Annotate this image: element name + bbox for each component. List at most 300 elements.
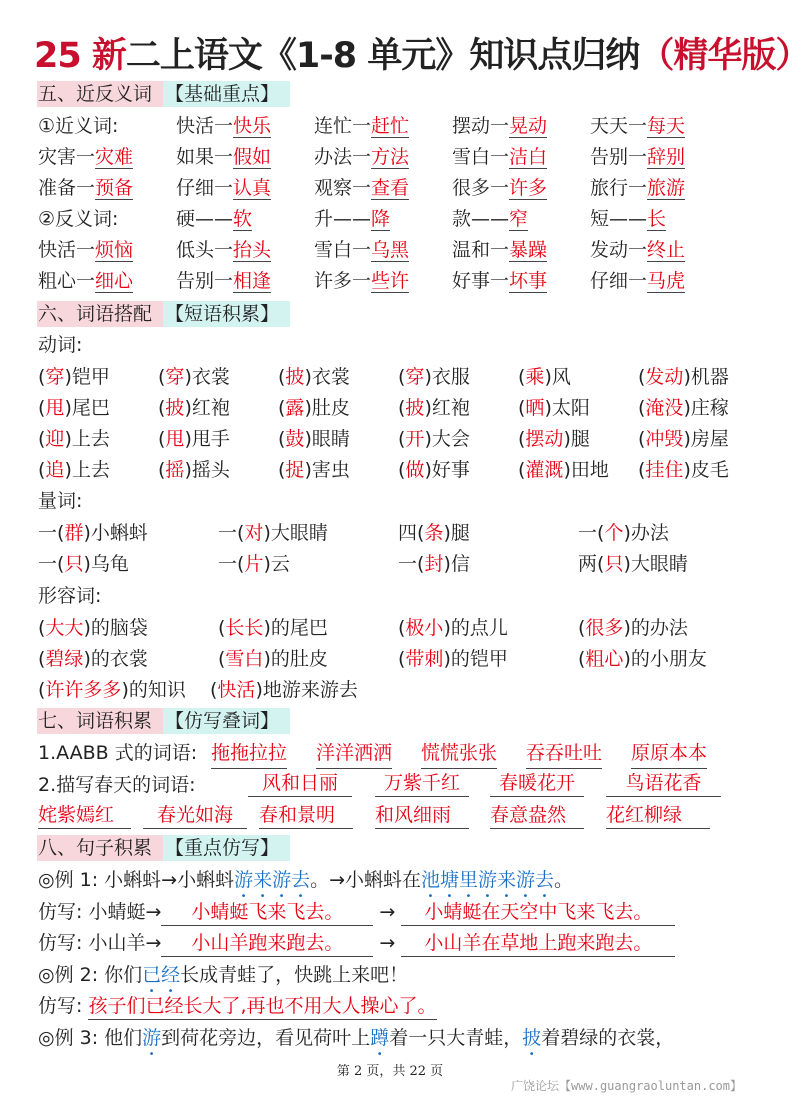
measure-phrase xyxy=(578,518,669,548)
sentence xyxy=(38,928,675,958)
section-header-5 xyxy=(37,81,290,107)
number: 一 xyxy=(38,522,58,544)
key-word: 已经 xyxy=(142,963,181,986)
word-answer: 赶忙 xyxy=(371,115,410,137)
paren-close: ) xyxy=(304,366,312,388)
sentence-text: ◎例 1: 小蝌蚪→小蝌蚪 xyxy=(38,869,235,891)
word-answer: 查看 xyxy=(371,177,410,199)
collocation xyxy=(398,455,470,485)
key-word: 游 xyxy=(142,1026,162,1049)
collocation-text: 红袍 xyxy=(191,397,230,419)
paren-open: ( xyxy=(278,459,286,481)
spring-word: 春意盎然 xyxy=(490,802,584,829)
word-answer: 烦恼 xyxy=(95,239,134,261)
answer: 迎 xyxy=(45,428,65,450)
noun: 云 xyxy=(270,553,290,575)
word-answer: 每天 xyxy=(647,115,686,137)
collocation xyxy=(278,424,350,454)
paren-close: ) xyxy=(683,397,691,419)
word-base: 快活一 xyxy=(176,115,234,137)
collocation xyxy=(278,455,350,485)
word-pair xyxy=(314,266,409,296)
word-pair xyxy=(38,235,133,265)
word-answer: 晃动 xyxy=(509,115,548,137)
title-prefix: 25 新 xyxy=(34,36,126,76)
adjective-phrase xyxy=(38,675,186,705)
paren-open: ( xyxy=(518,459,526,481)
imitation-answer: 小蜻蜓在天空中飞来飞去。 xyxy=(401,899,675,926)
sentence-text: 到荷花旁边，看见荷叶上 xyxy=(161,1026,371,1049)
answer: 乘 xyxy=(525,366,545,388)
imitation-answer: 小蜻蜓飞来飞去。 xyxy=(161,899,373,926)
sentence-text: ◎例 2: 你们 xyxy=(38,963,143,986)
aabb-label: 1.AABB 式的词语: xyxy=(38,742,198,764)
paren-open: ( xyxy=(278,428,286,450)
paren-open: ( xyxy=(578,648,586,670)
paren-open: ( xyxy=(518,366,526,388)
paren-close: ) xyxy=(443,648,451,670)
sentence-text: 。 xyxy=(554,869,574,891)
answer: 封 xyxy=(424,553,444,575)
word-base: 摆动一 xyxy=(452,115,510,137)
word-answer: 灾难 xyxy=(95,146,134,168)
noun: 的小朋友 xyxy=(630,648,707,670)
section-title: 八、句子积累 xyxy=(37,835,163,861)
paren-close: ) xyxy=(184,397,192,419)
collocation-text: 房屋 xyxy=(690,428,729,450)
paren-open: ( xyxy=(38,397,46,419)
key-word: 蹲 xyxy=(370,1026,390,1049)
answer: 露 xyxy=(285,397,305,419)
answer: 穿 xyxy=(405,366,425,388)
answer: 灌溉 xyxy=(525,459,564,481)
collocation-text: 眼睛 xyxy=(311,428,350,450)
number: 一 xyxy=(578,522,598,544)
number: 一 xyxy=(218,553,238,575)
answer: 群 xyxy=(64,522,84,544)
noun: 的尾巴 xyxy=(270,617,328,639)
answer: 开 xyxy=(405,428,425,450)
word-base: 准备一 xyxy=(38,177,96,199)
paren-close: ) xyxy=(64,428,72,450)
word-answer: 些许 xyxy=(371,270,410,292)
aabb-word: 拖拖拉拉 xyxy=(211,738,287,769)
word-answer: 细心 xyxy=(95,270,134,292)
word-answer: 预备 xyxy=(95,177,134,199)
noun: 大眼睛 xyxy=(270,522,328,544)
paren-open: ( xyxy=(237,522,245,544)
paren-open: ( xyxy=(638,459,646,481)
collocation xyxy=(638,362,729,392)
word-pair xyxy=(38,142,133,172)
paren-close: ) xyxy=(121,679,129,701)
sentence-text: 仿写: 小蜻蜓→ xyxy=(38,900,162,923)
word-answer: 假如 xyxy=(233,146,272,168)
word-base: 款—— xyxy=(452,208,510,230)
word-base: 告别一 xyxy=(176,270,234,292)
word-base: 仔细一 xyxy=(176,177,234,199)
word-answer: 快乐 xyxy=(233,115,272,137)
collocation xyxy=(398,393,470,423)
section-title: 六、词语搭配 xyxy=(37,301,163,327)
word-answer: 认真 xyxy=(233,177,272,199)
collocation xyxy=(638,424,729,454)
adjective-phrase xyxy=(218,613,328,643)
word-base: 升—— xyxy=(314,208,372,230)
collocation-text: 上去 xyxy=(71,459,110,481)
word-pair xyxy=(314,204,390,234)
adjective-phrase xyxy=(578,613,688,643)
paren-open: ( xyxy=(57,522,65,544)
noun: 地游来游去 xyxy=(262,679,358,701)
answer: 披 xyxy=(405,397,425,419)
word-answer: 软 xyxy=(233,208,253,230)
word-pair xyxy=(38,204,118,234)
imitation-answer: 孩子们已经长大了,再也不用大人操心了。 xyxy=(88,993,436,1020)
word-answer: 窄 xyxy=(509,208,529,230)
page-number: 第 2 页，共 22 页 xyxy=(336,1064,444,1079)
answer: 碧绿 xyxy=(45,648,84,670)
answer: 鼓 xyxy=(285,428,305,450)
noun: 的点儿 xyxy=(450,617,508,639)
word-base: 快活一 xyxy=(38,239,96,261)
paren-close: ) xyxy=(263,553,271,575)
answer: 摆动 xyxy=(525,428,564,450)
answer: 捉 xyxy=(285,459,305,481)
answer: 条 xyxy=(424,522,444,544)
paren-close: ) xyxy=(623,617,631,639)
word-base: 旅行一 xyxy=(590,177,648,199)
collocation-text: 红袍 xyxy=(431,397,470,419)
word-pair xyxy=(452,266,547,296)
paren-open: ( xyxy=(158,397,166,419)
noun: 小蝌蚪 xyxy=(90,522,148,544)
collocation xyxy=(398,424,470,454)
word-pair xyxy=(590,173,685,203)
word-base: 灾害一 xyxy=(38,146,96,168)
answer: 粗心 xyxy=(585,648,624,670)
collocation-text: 太阳 xyxy=(551,397,590,419)
word-answer: 暴躁 xyxy=(509,239,548,261)
paren-open: ( xyxy=(398,366,406,388)
paren-close: ) xyxy=(83,617,91,639)
spring-word: 春光如海 xyxy=(143,802,247,829)
paren-close: ) xyxy=(443,522,451,544)
sentence-text: ◎例 3: 他们 xyxy=(38,1026,143,1049)
word-answer: 洁白 xyxy=(509,146,548,168)
word-base: 雪白一 xyxy=(452,146,510,168)
collocation-text: 风 xyxy=(551,366,571,388)
paren-open: ( xyxy=(518,397,526,419)
paren-close: ) xyxy=(64,366,72,388)
paren-close: ) xyxy=(83,553,91,575)
word-base: 好事一 xyxy=(452,270,510,292)
section-tag: 【短语积累】 xyxy=(163,301,290,327)
word-answer: 旅游 xyxy=(647,177,686,199)
paren-open: ( xyxy=(398,459,406,481)
collocation-text: 铠甲 xyxy=(71,366,110,388)
paren-open: ( xyxy=(638,397,646,419)
paren-close: ) xyxy=(263,617,271,639)
measure-phrase xyxy=(38,549,129,579)
number: 一 xyxy=(398,553,418,575)
sentence xyxy=(38,897,675,927)
paren-open: ( xyxy=(237,553,245,575)
word-answer: 许多 xyxy=(509,177,548,199)
word-pair xyxy=(176,235,271,265)
word-base: 温和一 xyxy=(452,239,510,261)
noun: 办法 xyxy=(630,522,669,544)
imitation-answer: 小山羊跑来跑去。 xyxy=(161,930,373,957)
sentence-text: 仿写: 小山羊→ xyxy=(38,932,162,954)
paren-open: ( xyxy=(38,679,46,701)
paren-close: ) xyxy=(424,366,432,388)
sentence-text: → xyxy=(373,932,402,954)
imitation-answer: 小山羊在草地上跑来跑去。 xyxy=(401,930,675,957)
collocation-text: 腿 xyxy=(570,428,590,450)
paren-close: ) xyxy=(563,428,571,450)
noun: 的知识 xyxy=(128,679,186,701)
section-tag: 【重点仿写】 xyxy=(163,835,290,861)
spring-word: 鸟语花香 xyxy=(606,770,721,797)
word-base: ②反义词: xyxy=(38,208,119,230)
paren-open: ( xyxy=(210,679,218,701)
answer: 长长 xyxy=(225,617,264,639)
adjective-phrase xyxy=(218,644,328,674)
adjective-phrase xyxy=(578,644,707,674)
paren-open: ( xyxy=(638,428,646,450)
word-pair xyxy=(314,173,409,203)
collocation xyxy=(398,362,470,392)
word-pair xyxy=(176,204,252,234)
adjective-phrase xyxy=(398,644,508,674)
word-answer: 相逢 xyxy=(233,270,272,292)
sentence-text: 着一只大青蛙， xyxy=(389,1026,523,1049)
word-answer: 乌黑 xyxy=(371,239,410,261)
paren-close: ) xyxy=(623,648,631,670)
answer: 许许多多 xyxy=(45,679,122,701)
adjective-phrase xyxy=(38,613,148,643)
answer: 雪白 xyxy=(225,648,264,670)
paren-open: ( xyxy=(57,553,65,575)
noun: 的衣裳 xyxy=(90,648,148,670)
paren-open: ( xyxy=(278,366,286,388)
aabb-word: 原原本本 xyxy=(631,738,707,769)
number: 一 xyxy=(38,553,58,575)
word-base: 粗心一 xyxy=(38,270,96,292)
answer: 快活 xyxy=(217,679,256,701)
word-pair xyxy=(452,142,547,172)
paren-close: ) xyxy=(623,553,631,575)
word-pair xyxy=(38,111,118,141)
section-title: 七、词语积累 xyxy=(37,708,163,734)
section-title: 五、近反义词 xyxy=(37,81,163,107)
paren-close: ) xyxy=(683,459,691,481)
noun: 的脑袋 xyxy=(90,617,148,639)
word-answer: 马虎 xyxy=(647,270,686,292)
word-pair xyxy=(176,173,271,203)
measures-label: 量词: xyxy=(38,490,83,512)
number: 一 xyxy=(218,522,238,544)
collocation-text: 机器 xyxy=(690,366,729,388)
section-header-6 xyxy=(37,301,290,327)
section-tag: 【基础重点】 xyxy=(163,81,290,107)
paren-close: ) xyxy=(64,459,72,481)
measure-phrase xyxy=(218,549,290,579)
paren-close: ) xyxy=(304,397,312,419)
spring-word: 和风细雨 xyxy=(375,802,469,829)
collocation xyxy=(158,424,230,454)
spring-word: 姹紫嫣红 xyxy=(38,802,131,829)
collocation-text: 肚皮 xyxy=(311,397,350,419)
paren-close: ) xyxy=(544,366,552,388)
spring-word: 花红柳绿 xyxy=(606,802,710,829)
collocation xyxy=(38,424,110,454)
collocation-text: 尾巴 xyxy=(71,397,110,419)
answer: 淹没 xyxy=(645,397,684,419)
aabb-word: 吞吞吐吐 xyxy=(526,738,602,769)
noun: 大眼睛 xyxy=(630,553,688,575)
word-pair xyxy=(590,235,685,265)
answer: 极小 xyxy=(405,617,444,639)
word-base: 发动一 xyxy=(590,239,648,261)
word-pair xyxy=(590,111,685,141)
paren-open: ( xyxy=(578,617,586,639)
word-answer: 方法 xyxy=(371,146,410,168)
word-pair xyxy=(314,235,409,265)
answer: 披 xyxy=(285,366,305,388)
collocation xyxy=(158,393,230,423)
measure-phrase xyxy=(398,518,470,548)
noun: 信 xyxy=(450,553,470,575)
collocation xyxy=(638,393,729,423)
paren-open: ( xyxy=(158,459,166,481)
number: 两 xyxy=(578,553,598,575)
word-base: 天天一 xyxy=(590,115,648,137)
paren-close: ) xyxy=(304,459,312,481)
watermark: 广饶论坛【www.guangraoluntan.com】 xyxy=(511,1079,742,1093)
collocation-text: 甩手 xyxy=(191,428,230,450)
paren-close: ) xyxy=(544,397,552,419)
answer: 冲毁 xyxy=(645,428,684,450)
word-base: 短—— xyxy=(590,208,648,230)
spring-word: 春暖花开 xyxy=(490,770,584,797)
paren-open: ( xyxy=(218,617,226,639)
adjective-phrase xyxy=(398,613,508,643)
noun: 乌龟 xyxy=(90,553,129,575)
word-base: 很多一 xyxy=(452,177,510,199)
collocation-text: 大会 xyxy=(431,428,470,450)
word-pair xyxy=(452,235,547,265)
title-main: 二上语文《1-8 单元》知识点归纳 xyxy=(125,36,640,76)
word-pair xyxy=(590,266,685,296)
key-word: 游来游去 xyxy=(234,869,311,891)
paren-open: ( xyxy=(278,397,286,419)
noun: 的铠甲 xyxy=(450,648,508,670)
paren-open: ( xyxy=(597,522,605,544)
adjective-phrase xyxy=(210,675,358,705)
collocation xyxy=(158,362,230,392)
paren-open: ( xyxy=(38,366,46,388)
paren-open: ( xyxy=(417,553,425,575)
word-answer: 抬头 xyxy=(233,239,272,261)
collocation-text: 摇头 xyxy=(191,459,230,481)
paren-open: ( xyxy=(597,553,605,575)
collocation xyxy=(518,393,590,423)
word-base: 告别一 xyxy=(590,146,648,168)
paren-close: ) xyxy=(424,397,432,419)
measure-phrase xyxy=(398,549,470,579)
collocation-text: 衣裳 xyxy=(191,366,230,388)
spring-word: 风和日丽 xyxy=(248,770,352,797)
number: 四 xyxy=(398,522,418,544)
answer: 穿 xyxy=(45,366,65,388)
word-answer: 坏事 xyxy=(509,270,548,292)
answer: 追 xyxy=(45,459,65,481)
sentence xyxy=(38,1023,674,1060)
adjective-phrase xyxy=(38,644,148,674)
section-header-7 xyxy=(37,708,290,734)
word-base: 低头一 xyxy=(176,239,234,261)
sentence-text: 。→小蝌蚪在 xyxy=(310,869,422,891)
page-title xyxy=(34,28,809,78)
paren-close: ) xyxy=(443,617,451,639)
paren-open: ( xyxy=(398,648,406,670)
answer: 穿 xyxy=(165,366,185,388)
answer: 个 xyxy=(604,522,624,544)
word-pair xyxy=(38,173,133,203)
paren-close: ) xyxy=(184,428,192,450)
answer: 甩 xyxy=(45,397,65,419)
word-answer: 降 xyxy=(371,208,391,230)
answer: 只 xyxy=(64,553,84,575)
measure-phrase xyxy=(578,549,688,579)
collocation-text: 好事 xyxy=(431,459,470,481)
answer: 挂住 xyxy=(645,459,684,481)
collocation-text: 上去 xyxy=(71,428,110,450)
answer: 带刺 xyxy=(405,648,444,670)
collocation xyxy=(278,362,350,392)
answer: 片 xyxy=(244,553,264,575)
paren-open: ( xyxy=(158,366,166,388)
collocation xyxy=(518,362,571,392)
answer: 很多 xyxy=(585,617,624,639)
answer: 大大 xyxy=(45,617,84,639)
paren-open: ( xyxy=(38,648,46,670)
sentence-text: → xyxy=(373,900,402,923)
collocation-text: 田地 xyxy=(570,459,609,481)
sentence-text: 着碧绿的衣裳， xyxy=(541,1026,675,1049)
collocation xyxy=(38,362,110,392)
collocation-text: 皮毛 xyxy=(690,459,729,481)
title-suffix: （精华版） xyxy=(639,36,809,76)
word-pair xyxy=(314,142,409,172)
spring-word: 万紫千红 xyxy=(375,770,469,797)
paren-close: ) xyxy=(255,679,263,701)
paren-close: ) xyxy=(263,648,271,670)
word-pair xyxy=(590,204,666,234)
sentence-text: 仿写: xyxy=(38,995,89,1017)
paren-open: ( xyxy=(398,428,406,450)
paren-open: ( xyxy=(398,397,406,419)
paren-close: ) xyxy=(623,522,631,544)
word-pair xyxy=(38,266,133,296)
word-base: 如果一 xyxy=(176,146,234,168)
paren-close: ) xyxy=(83,522,91,544)
word-base: 仔细一 xyxy=(590,270,648,292)
collocation xyxy=(38,393,110,423)
paren-close: ) xyxy=(443,553,451,575)
